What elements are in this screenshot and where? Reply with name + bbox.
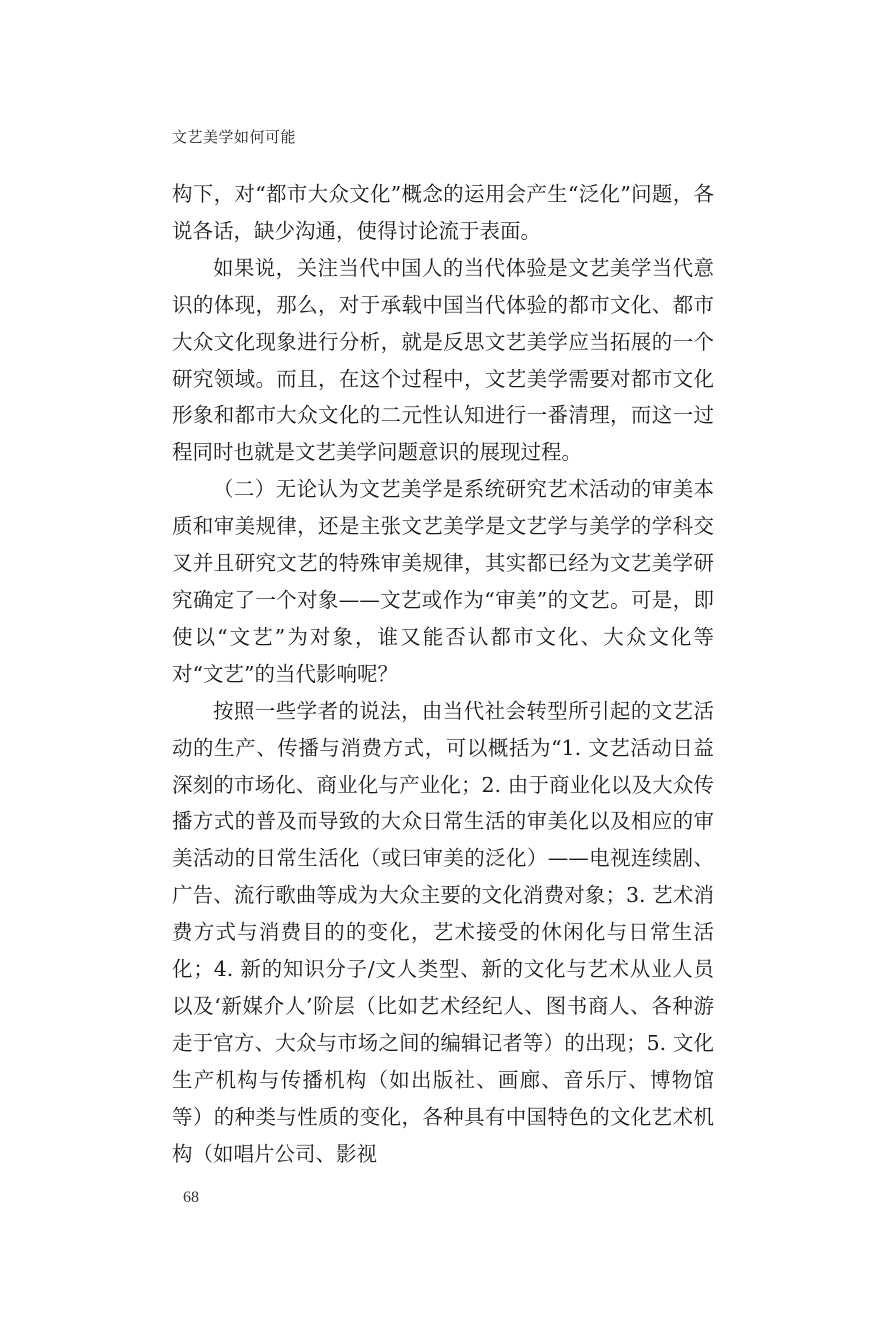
- paragraph-continuation: 构下，对“都市大众文化”概念的运用会产生“泛化”问题，各说各话，缺少沟通，使得讨论流于表面。: [172, 182, 714, 243]
- paragraph-section-two: （二）无论认为文艺美学是系统研究艺术活动的审美本质和审美规律，还是主张文艺美学是文艺学与美学的学科交叉并且研究文艺的特殊审美规律，其实都已经为文艺美学研究确定了一个对象——文艺或作为“审美”的文艺。可是，即使以“文艺”为对象，谁又能否认都市文化、大众文化等对“文艺”的当代影响呢？: [172, 477, 714, 686]
- body-text: [172, 176, 714, 1172]
- page-number: 68: [183, 1189, 199, 1206]
- paragraph-contemporary-experience: 如果说，关注当代中国人的当代体验是文艺美学当代意识的体现，那么，对于承载中国当代体验的都市文化、都市大众文化现象进行分析，就是反思文艺美学应当拓展的一个研究领域。而且，在这个过程中，文艺美学需要对都市文化形象和都市大众文化的二元性认知进行一番清理，而这一过程同时也就是文艺美学问题意识的展现过程。: [172, 255, 714, 465]
- running-head: 文艺美学如何可能: [172, 128, 297, 146]
- paragraph-scholars-view: 按照一些学者的说法，由当代社会转型所引起的文艺活动的生产、传播与消费方式，可以概括为“1. 文艺活动日益深刻的市场化、商业化与产业化；2. 由于商业化以及大众传播方式的普及而导致的大众日常生活的审美化以及相应的审美活动的日常生活化（或曰审美的泛化）——电视连续剧、广告、流行歌曲等成为大众主要的文化消费对象；3. 艺术消费方式与消费目的的变化，艺术接受的休闲化与日常生活化；4. 新的知识分子/文人类型、新的文化与艺术从业人员以及‘新媒介人’阶层（比如艺术经纪人、图书商人、各种游走于官方、大众与市场之间的编辑记者等）的出现；5. 文化生产机构与传播机构（如出版社、画廊、音乐厅、博物馆等）的种类与性质的变化，各种具有中国特色的文化艺术机构（如唱片公司、影视: [172, 698, 714, 1166]
